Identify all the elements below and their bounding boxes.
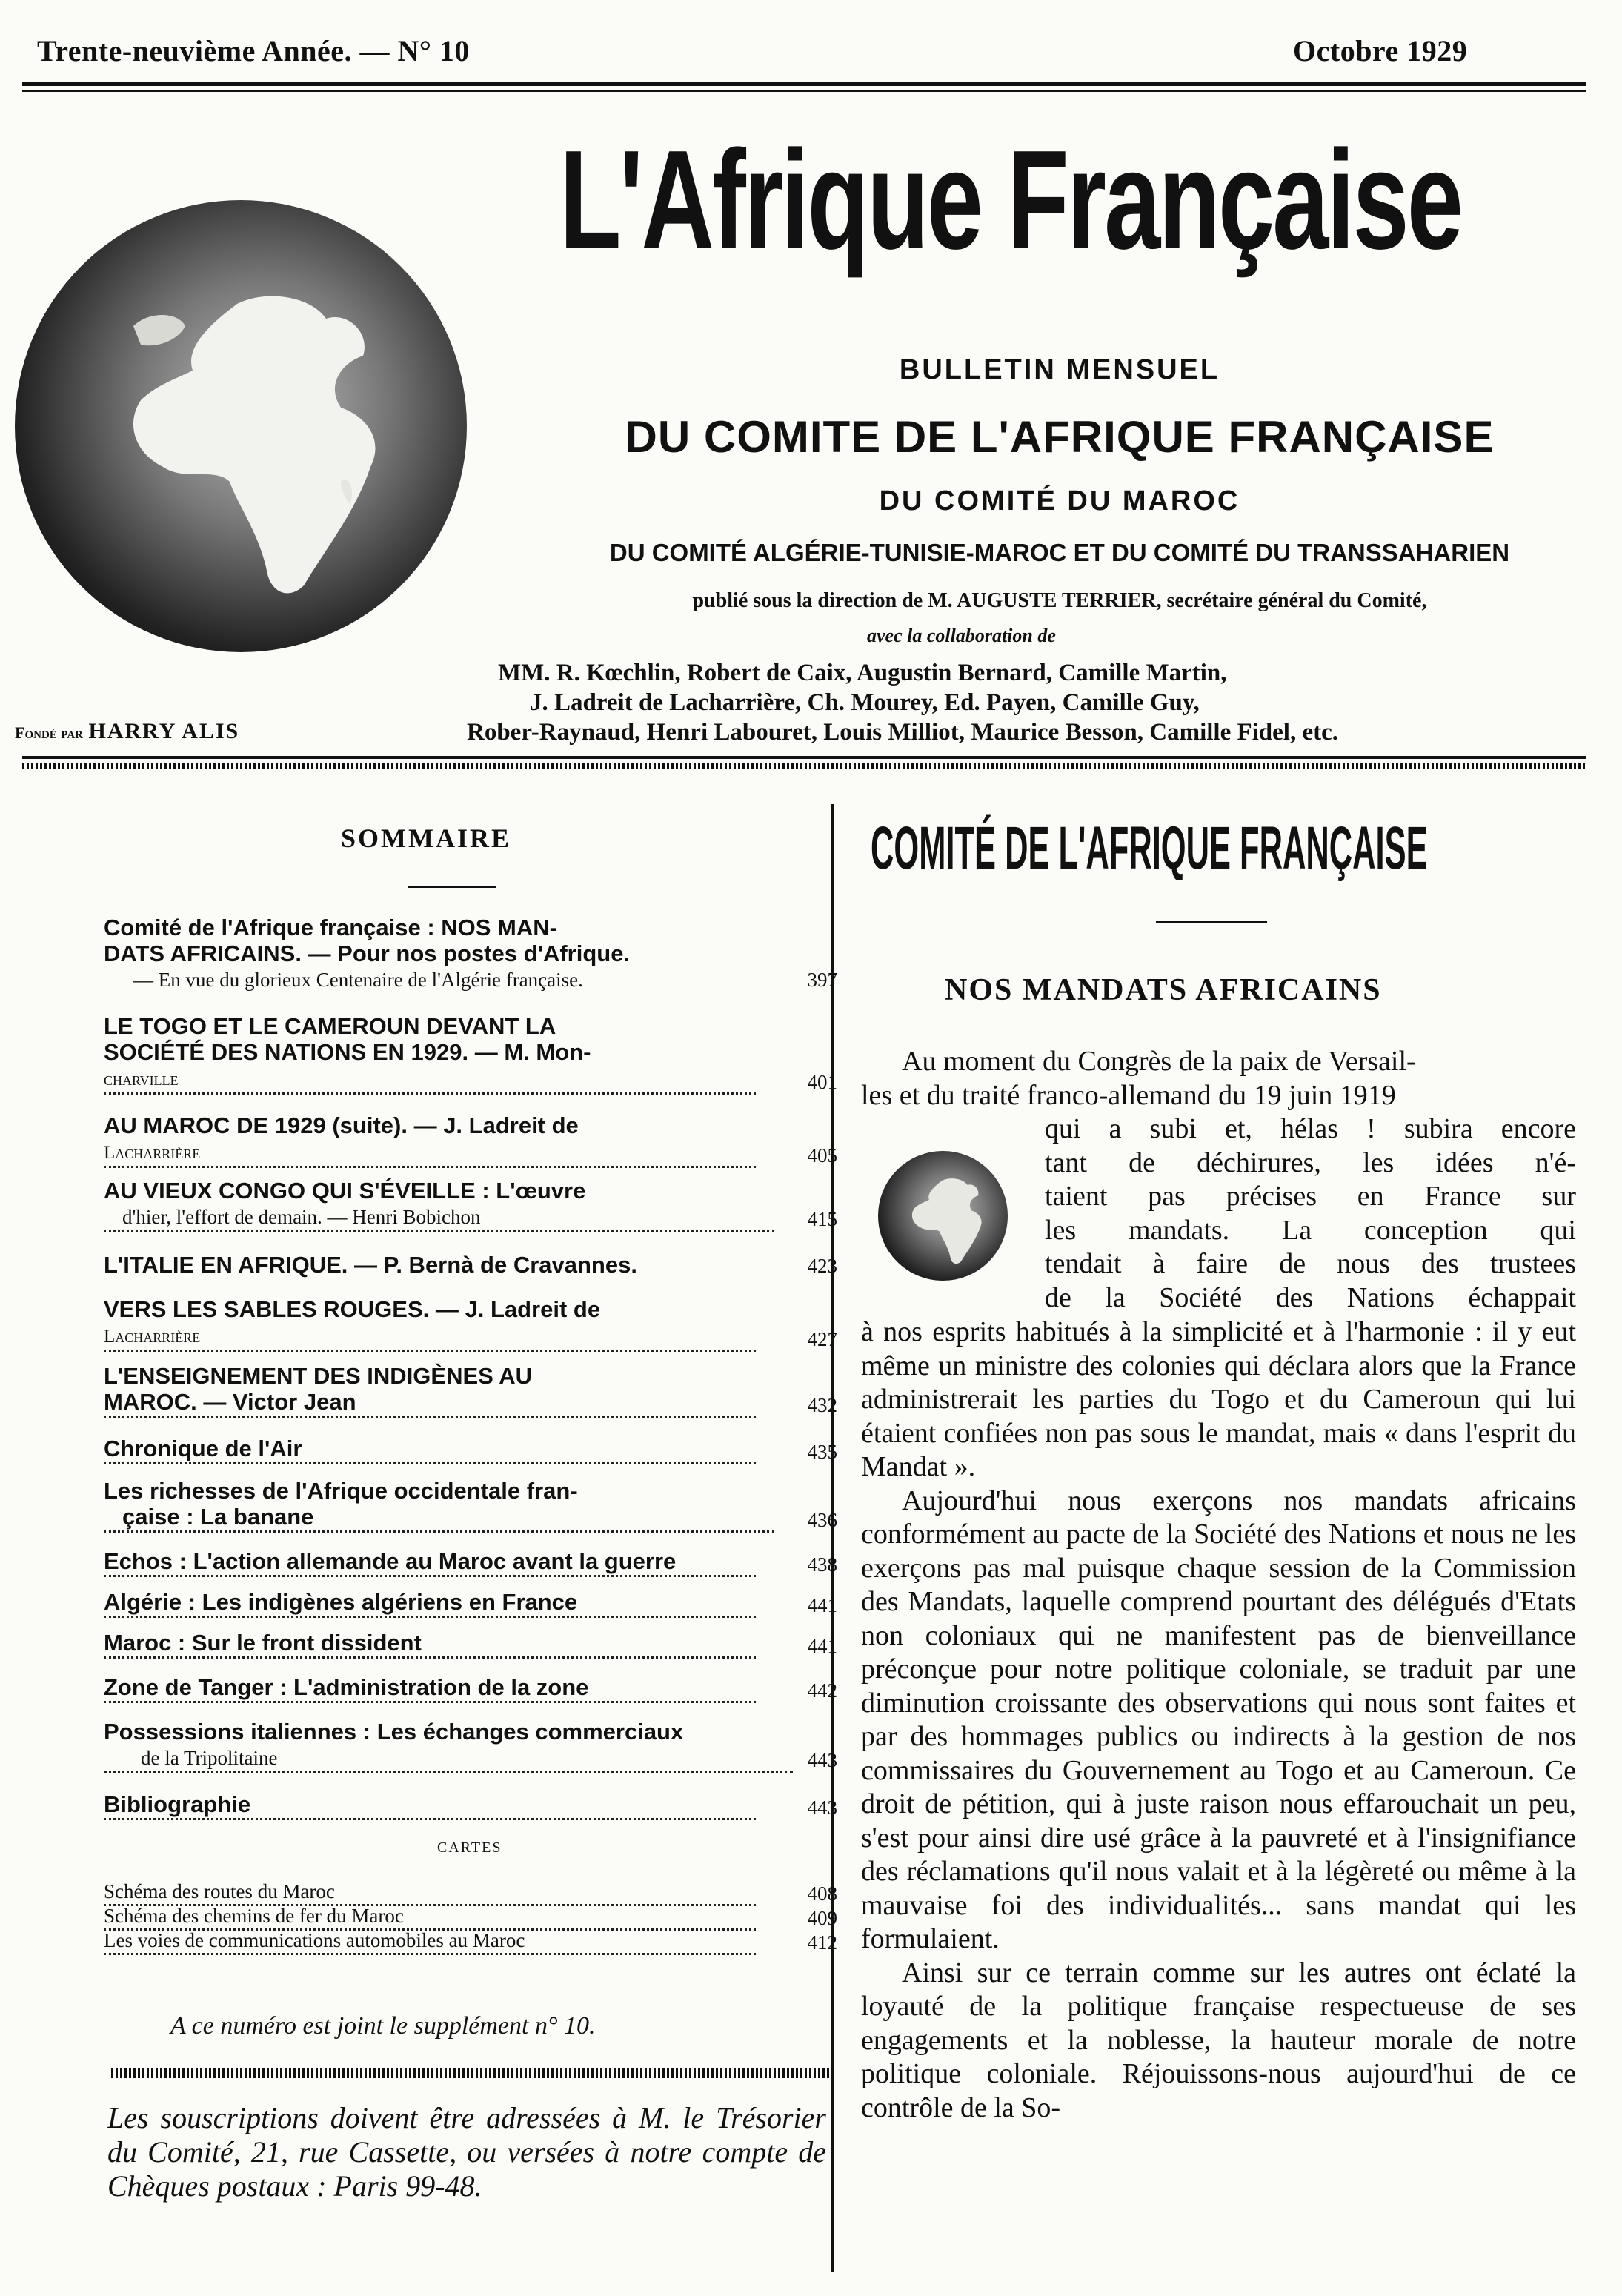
toc-page: 427 <box>807 1328 837 1350</box>
toc-page: 432 <box>807 1394 837 1416</box>
toc-page: 423 <box>807 1255 837 1277</box>
carte-item-2[interactable] <box>104 1903 837 1931</box>
toc-line: Bibliographie <box>104 1791 251 1817</box>
toc-line: çaise : La banane <box>122 1504 314 1530</box>
toc-line: Comité de l'Afrique française : NOS MAN- <box>104 915 557 940</box>
top-rule-thin <box>22 90 1586 92</box>
issue-date: Octobre 1929 <box>1293 34 1468 67</box>
sommaire-underline <box>408 886 496 888</box>
toc-item-6[interactable] <box>104 1296 837 1352</box>
carte-page: 412 <box>807 1931 837 1954</box>
carte-item-3[interactable] <box>104 1928 837 1955</box>
toc-item-3[interactable] <box>104 1112 837 1168</box>
toc-page: 435 <box>807 1441 837 1463</box>
globe-logo <box>15 200 467 652</box>
article-line: tant de déchirures, les idées n'é- <box>1045 1147 1576 1178</box>
toc-item-13[interactable] <box>104 1674 837 1703</box>
toc-page: 436 <box>807 1509 837 1531</box>
toc-line: VERS LES SABLES ROUGES. — J. Ladreit de <box>104 1296 601 1322</box>
toc-item-8[interactable] <box>104 1436 837 1464</box>
article-line: taient pas précises en France sur <box>1045 1181 1576 1212</box>
toc-page: 415 <box>807 1208 837 1230</box>
toc-line: charville <box>104 1069 179 1089</box>
toc-line: DATS AFRICAINS. — Pour nos postes d'Afrique. <box>104 940 631 966</box>
article-intro-lines <box>861 1045 1576 1112</box>
journal-title: L'Afrique Française <box>559 122 1461 279</box>
toc-line: L'ITALIE EN AFRIQUE. — P. Bernà de Cravannes. <box>104 1252 637 1278</box>
supplement-hatch-rule <box>111 2068 830 2078</box>
toc-page: 443 <box>807 1749 837 1771</box>
toc-line: AU MAROC DE 1929 (suite). — J. Ladreit de <box>104 1112 579 1138</box>
article-paragraph-2: Aujourd'hui nous exerçons nos mandats africains conformément au pacte de la Société des Nations et nous ne les exerçons pas mal puisque chaque session de la Commission des Mandats, laquelle comprend pourtant des délégués d'Etats non coloniaux qui ne manifestent pas de bienveillance préconçue pour notre politique coloniale, se traduit par une diminution croissante des observations qui nous sont faites et par des hommages publics ou indirects à la gestion de nos commissaires du Gouvernement au Togo et au Cameroun. Ce droit de pétition, qui à juste raison nous effarouchait un peu, s'est pour ainsi dire usé grâce à la pauvreté et à l'insignifiance des réclamations qu'il nous valait et à la légèreté ou même à la mauvaise foi des individualités... sans mandat qui les formulaient. <box>861 1484 1576 1954</box>
article-line: tendait à faire de nous des trustees <box>1045 1248 1576 1279</box>
top-rule <box>22 82 1586 86</box>
toc-line: Les richesses de l'Afrique occidentale fran- <box>104 1478 578 1504</box>
toc-item-12[interactable] <box>104 1630 837 1659</box>
toc-line: SOCIÉTÉ DES NATIONS EN 1929. — M. Mon- <box>104 1039 591 1065</box>
masthead-hatch-rule <box>22 763 1586 769</box>
toc-item-1[interactable] <box>104 915 837 992</box>
toc-item-5[interactable] <box>104 1252 837 1278</box>
article-line: les et du traité franco-allemand du 19 juin 1919 <box>861 1079 1396 1111</box>
founder-prefix: Fondé par <box>15 723 83 742</box>
article-line: les mandats. La conception qui <box>1045 1214 1576 1246</box>
toc-line: Possessions italiennes : Les échanges commerciaux <box>104 1719 684 1745</box>
cartes-heading: CARTES <box>437 1839 502 1856</box>
toc-line: Chronique de l'Air <box>104 1436 302 1461</box>
toc-page: 443 <box>807 1796 837 1819</box>
collaborators-line-2: J. Ladreit de Lacharrière, Ch. Mourey, Ed. Payen, Camille Guy, <box>530 689 1200 716</box>
carte-page: 408 <box>807 1882 837 1905</box>
supplement-note: A ce numéro est joint le supplément n° 10. <box>170 2012 596 2040</box>
article-line: de la Société des Nations échappait <box>1045 1281 1576 1313</box>
article-line: qui a subi et, hélas ! subira encore <box>1045 1113 1576 1144</box>
collaborators-line-3: Rober-Raynaud, Henri Labouret, Louis Milliot, Maurice Besson, Camille Fidel, etc. <box>467 719 1339 746</box>
toc-page: 405 <box>807 1144 837 1167</box>
committee-name: DU COMITE DE L'AFRIQUE FRANÇAISE <box>625 412 1495 462</box>
toc-page: 442 <box>807 1679 837 1702</box>
algerie-committee: DU COMITÉ ALGÉRIE-TUNISIE-MAROC ET DU COMITÉ DU TRANSSAHARIEN <box>609 539 1510 566</box>
carte-page: 409 <box>807 1907 837 1929</box>
article-paragraph-1: à nos esprits habitués à la simplicité et à l'harmonie : il y eut même un ministre des colonies qui déclara alors que la France administrerait les parties du Togo et du Cameroun qui lui étaient confiées non pas sous le mandat, mais « dans l'esprit du Mandat ». <box>861 1316 1576 1482</box>
toc-line: L'ENSEIGNEMENT DES INDIGÈNES AU <box>104 1363 533 1389</box>
small-globe-icon <box>878 1151 1008 1281</box>
column-divider <box>831 804 834 2272</box>
toc-page: 441 <box>807 1594 837 1616</box>
toc-item-11[interactable] <box>104 1589 837 1618</box>
toc-page: 441 <box>807 1635 837 1657</box>
founder-name: HARRY ALIS <box>88 719 240 743</box>
carte-item-1[interactable] <box>104 1879 837 1906</box>
toc-page: 397 <box>807 969 837 991</box>
article-body <box>861 1315 1576 2125</box>
toc-line: Lacharrière <box>104 1143 201 1163</box>
article-line: Au moment du Congrès de la paix de Versail- <box>902 1046 1416 1077</box>
toc-line: Algérie : Les indigènes algériens en France <box>104 1589 578 1615</box>
toc-line: LE TOGO ET LE CAMEROUN DEVANT LA <box>104 1013 556 1039</box>
article-paragraph-3: Ainsi sur ce terrain comme sur les autres ont éclaté la loyauté de la politique française respectueuse de ses engagements et la noblesse, la hauteur morale de notre politique coloniale. Réjouissons-nous aujourd'hui de ce contrôle de la So- <box>861 1957 1576 2123</box>
toc-page: 438 <box>807 1553 837 1576</box>
toc-item-14[interactable] <box>104 1719 837 1773</box>
direction-line: publié sous la direction de M. AUGUSTE TERRIER, secrétaire général du Comité, <box>692 589 1427 612</box>
toc-line: MAROC. — Victor Jean <box>104 1389 356 1415</box>
toc-item-10[interactable] <box>104 1548 837 1577</box>
toc-line: — En vue du glorieux Centenaire de l'Algérie française. <box>133 969 583 991</box>
collaborators-line-1: MM. R. Kœchlin, Robert de Caix, Augustin Bernard, Camille Martin, <box>498 660 1227 686</box>
toc-page: 401 <box>807 1071 837 1093</box>
toc-line: AU VIEUX CONGO QUI S'ÉVEILLE : L'œuvre <box>104 1178 586 1204</box>
toc-item-4[interactable] <box>104 1178 837 1232</box>
issue-number: Trente-neuvième Année. — N° 10 <box>37 34 470 67</box>
section-underline <box>1156 921 1267 923</box>
toc-item-2[interactable] <box>104 1013 837 1095</box>
toc-line: Maroc : Sur le front dissident <box>104 1630 422 1656</box>
toc-line: d'hier, l'effort de demain. — Henri Bobichon <box>122 1206 481 1228</box>
toc-line: Lacharrière <box>104 1327 201 1347</box>
toc-line: Echos : L'action allemande au Maroc avant la guerre <box>104 1548 677 1574</box>
collaboration-line: avec la collaboration de <box>867 625 1056 646</box>
toc-line: Zone de Tanger : L'administration de la zone <box>104 1674 589 1700</box>
sommaire-heading: SOMMAIRE <box>341 823 511 853</box>
section-title: COMITÉ DE L'AFRIQUE FRANÇAISE <box>871 814 1428 882</box>
toc-item-15[interactable] <box>104 1791 837 1820</box>
toc-item-9[interactable] <box>104 1478 837 1533</box>
carte-label: Schéma des routes du Maroc <box>104 1880 335 1902</box>
article-heading: NOS MANDATS AFRICAINS <box>945 973 1382 1007</box>
toc-line: de la Tripolitaine <box>141 1747 278 1769</box>
founder-line <box>15 719 239 744</box>
article-wrapped-lines <box>1045 1112 1576 1315</box>
bulletin-label: BULLETIN MENSUEL <box>899 354 1220 385</box>
masthead-rule <box>22 756 1586 759</box>
carte-label: Schéma des chemins de fer du Maroc <box>104 1905 404 1927</box>
maroc-committee: DU COMITÉ DU MAROC <box>879 485 1240 517</box>
subscription-note: Les souscriptions doivent être adressées à M. le Trésorier du Comité, 21, rue Cassette, ou versées à notre compte de Chèques postaux : Paris 99-48. <box>107 2101 826 2203</box>
toc-item-7[interactable] <box>104 1363 837 1418</box>
carte-label: Les voies de communications automobiles au Maroc <box>104 1929 525 1951</box>
